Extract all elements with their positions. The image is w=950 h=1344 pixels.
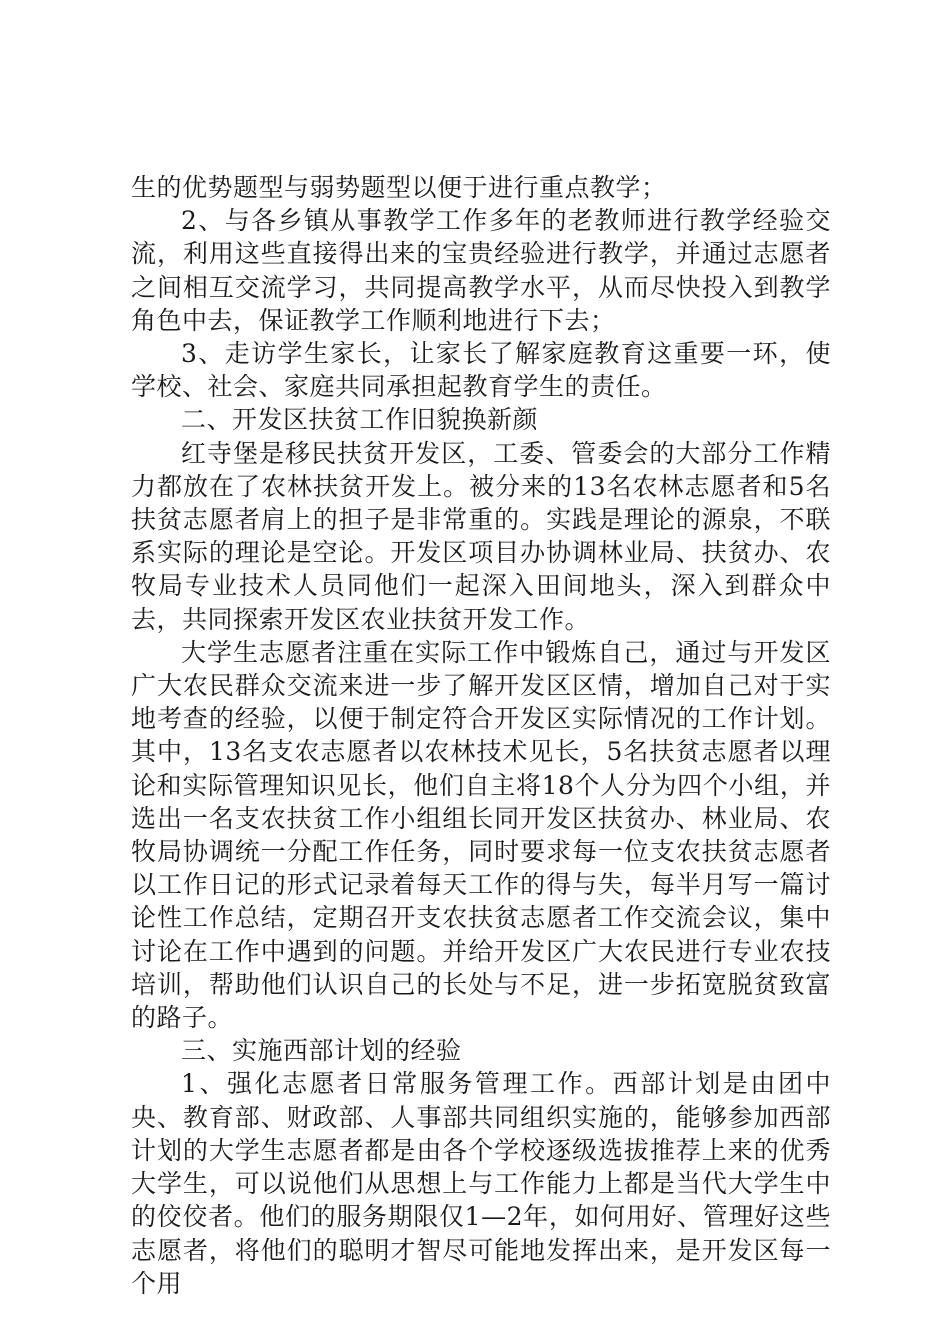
paragraph-point-3: 3、走访学生家长，让家长了解家庭教育这重要一环，使学校、社会、家庭共同承担起教育学生的责任。 [131, 339, 831, 402]
paragraph-hongsipu: 红寺堡是移民扶贫开发区，工委、管委会的大部分工作精力都放在了农林扶贫开发上。被分来的13名农林志愿者和5名扶贫志愿者肩上的担子是非常重的。实践是理论的源泉，不联系实际的理论是空论。开发区项目办协调林业局、扶贫办、农牧局专业技术人员同他们一起深入田间地头，深入到群众中去，共同探索开发区农业扶贫开发工作。 [131, 438, 831, 634]
document-body [131, 171, 831, 1300]
paragraph-intro-tail: 生的优势题型与弱势题型以便于进行重点教学； [131, 173, 667, 202]
paragraph-point-2: 2、与各乡镇从事教学工作多年的老教师进行教学经验交流，利用这些直接得出来的宝贵经验进行教学，并通过志愿者之间相互交流学习，共同提高教学水平，从而尽快投入到教学角色中去，保证教学工作顺利地进行下去； [131, 206, 831, 335]
paragraph-volunteers: 大学生志愿者注重在实际工作中锻炼自己，通过与开发区广大农民群众交流来进一步了解开发区区情，增加自己对于实地考查的经验，以便于制定符合开发区实际情况的工作计划。其中，13名支农志愿者以农林技术见长，5名扶贫志愿者以理论和实际管理知识见长，他们自主将18个人分为四个小组，并选出一名支农扶贫工作小组组长同开发区扶贫办、林业局、农牧局协调统一分配工作任务，同时要求每一位支农扶贫志愿者以工作日记的形式记录着每天工作的得与失，每半月写一篇讨论性工作总结，定期召开支农扶贫志愿者工作交流会议，集中讨论在工作中遇到的问题。并给开发区广大农民进行专业农技培训，帮助他们认识自己的长处与不足，进一步拓宽脱贫致富的路子。 [131, 637, 831, 1033]
paragraph-experience-1: 1、强化志愿者日常服务管理工作。西部计划是由团中央、教育部、财政部、人事部共同组织实施的，能够参加西部计划的大学生志愿者都是由各个学校逐级选拔推荐上来的优秀大学生，可以说他们从思想上与工作能力上都是当代大学生中的佼佼者。他们的服务期限仅1—2年，如何用好、管理好这些志愿者，将他们的聪明才智尽可能地发挥出来，是开发区每一个用 [131, 1069, 831, 1298]
section-heading-3: 三、实施西部计划的经验 [181, 1036, 462, 1066]
section-heading-2: 二、开发区扶贫工作旧貌换新颜 [181, 405, 539, 435]
